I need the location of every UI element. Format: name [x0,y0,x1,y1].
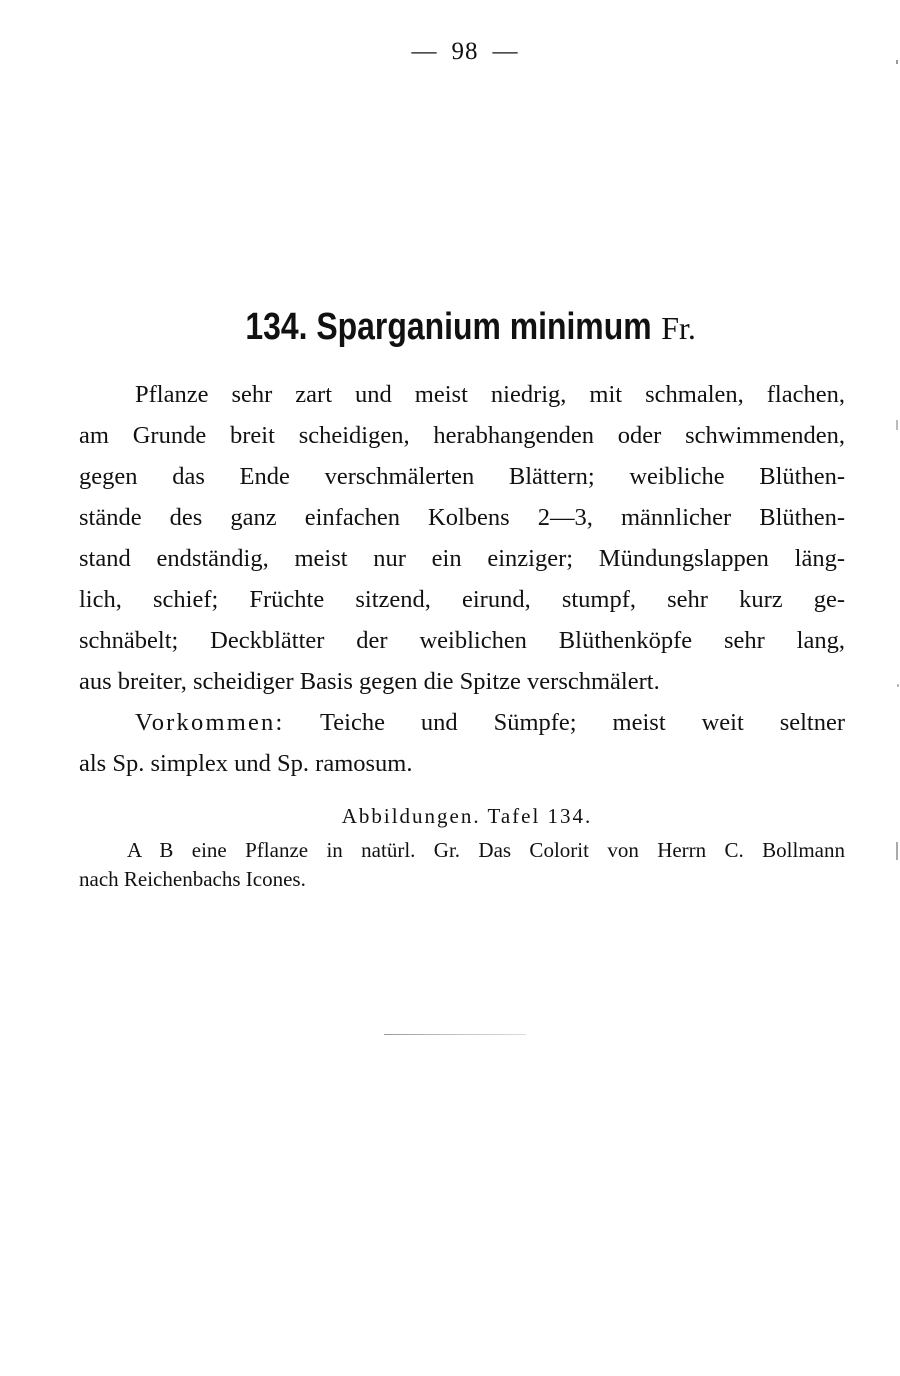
description-line: stand endständig, meist nur ein einziger; Mündungslappen läng- [79,545,845,572]
figures-caption-line: A B eine Pflanze in natürl. Gr. Das Colorit von Herrn C. Bollmann [127,838,845,862]
description-line: lich, schief; Früchte sitzend, eirund, stumpf, sehr kurz ge- [79,586,845,613]
occurrence-line [79,702,845,743]
scan-speck [896,842,898,860]
occurrence-line-2: als Sp. simplex und Sp. ramosum. [79,750,413,777]
scan-speck [896,60,898,64]
description-line: aus breiter, scheidiger Basis gegen die Spitze verschmälert. [79,668,660,695]
page-number-dash-right: — [492,38,519,65]
page-number-dash-left: — [411,38,438,65]
species-heading [0,304,900,351]
figures-caption [79,836,845,894]
description-line: am Grunde breit scheidigen, herabhangenden oder schwimmenden, [79,422,845,449]
species-number-and-name: 134. Sparganium minimum [245,306,652,348]
page-number [0,38,900,66]
figures-caption-line: nach Reichenbachs Icones. [79,867,306,891]
occurrence-text: Teiche und Sümpfe; meist weit seltner [320,709,846,736]
section-rule [384,1034,526,1035]
page-number-value: 98 [451,38,479,65]
description-line: Pflanze sehr zart und meist niedrig, mit schmalen, flachen, [135,381,845,408]
occurrence-label: Vorkommen: [135,709,285,736]
scan-speck [897,684,899,687]
figures-section [79,800,845,894]
figures-heading [89,800,845,832]
figures-heading-plate: Tafel 134. [487,804,593,828]
description-line: gegen das Ende verschmälerten Blättern; weibliche Blüthen- [79,463,845,490]
figures-heading-label: Abbildungen. [341,804,481,828]
description-line: schnäbelt; Deckblätter der weiblichen Blüthenköpfe sehr lang, [79,627,845,654]
species-author: Fr. [661,310,696,346]
species-description [79,374,845,784]
scan-speck [896,420,898,430]
description-line: stände des ganz einfachen Kolbens 2—3, männlicher Blüthen- [79,504,845,531]
